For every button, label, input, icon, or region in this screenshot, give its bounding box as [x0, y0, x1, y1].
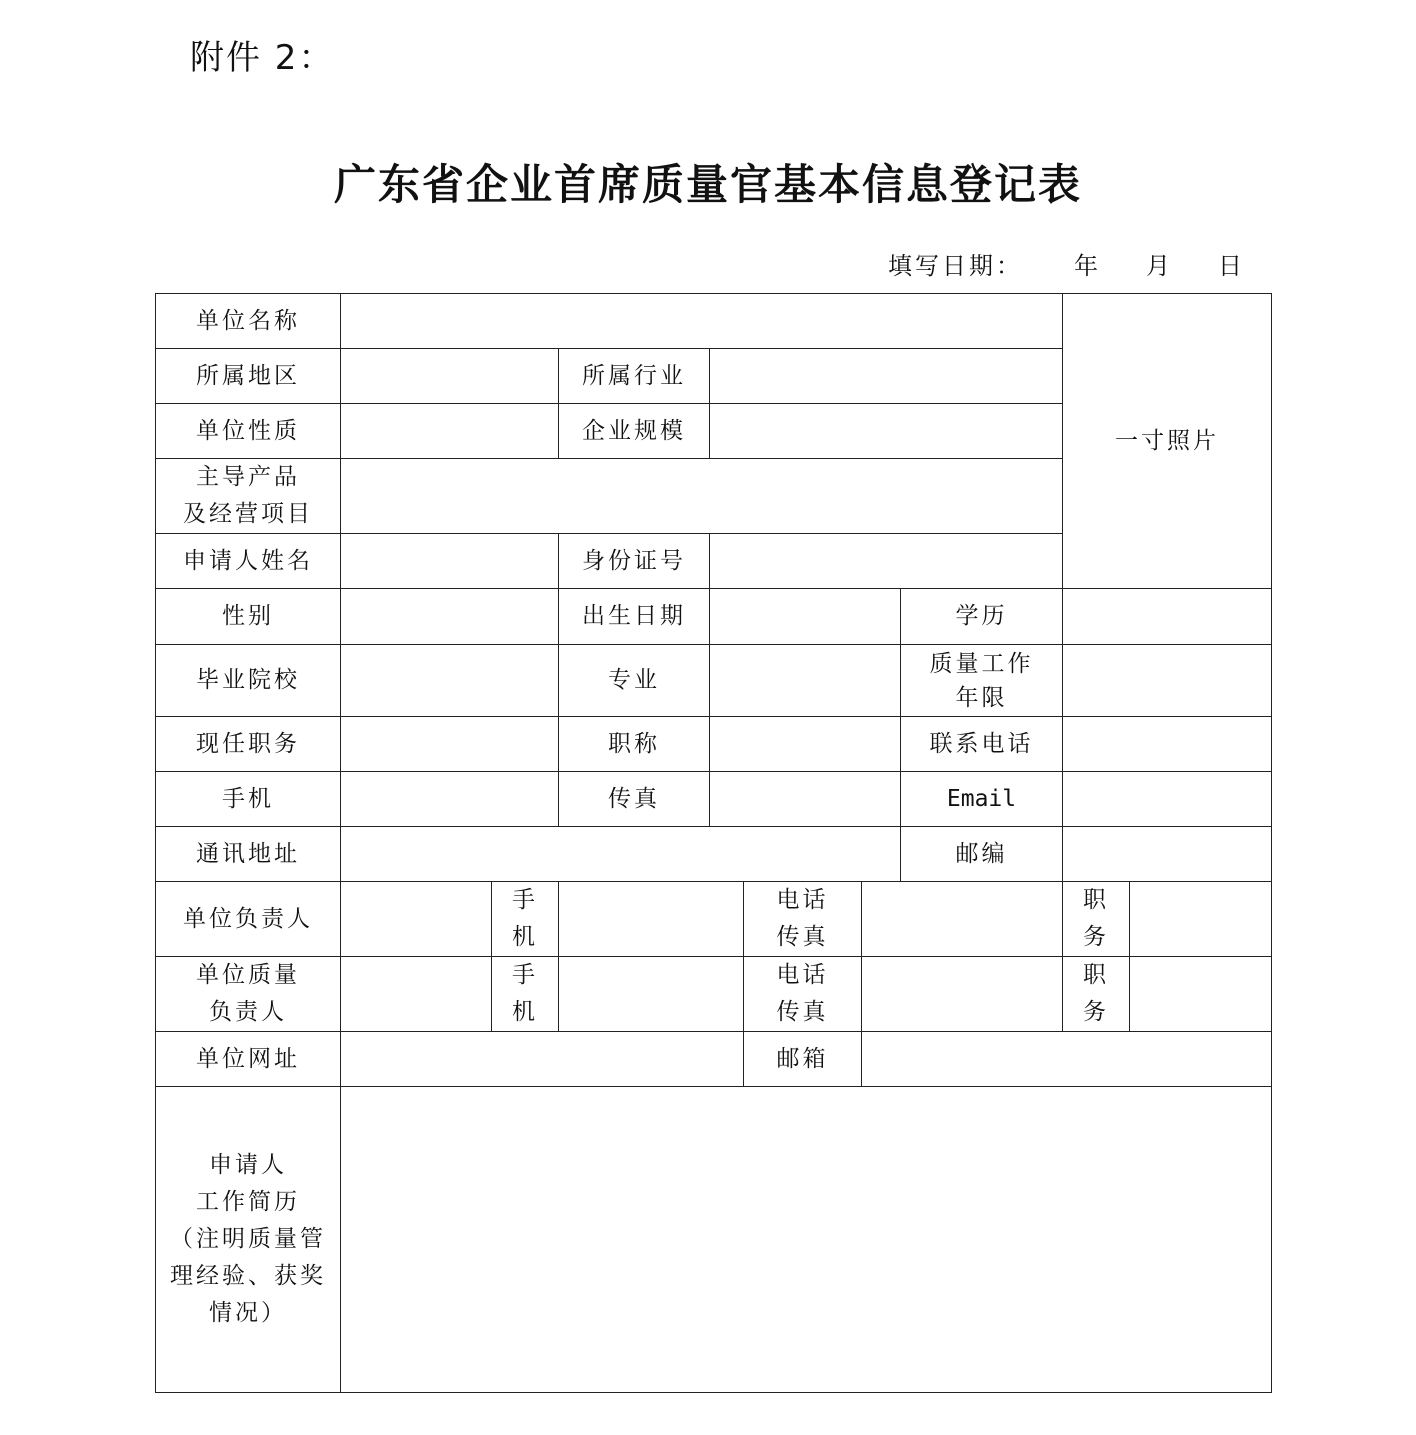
- attachment-label: 附件 2：: [190, 38, 335, 78]
- enterprise-scale-field[interactable]: [710, 404, 1063, 459]
- quality-leader-phone-label: 电话: [776, 962, 829, 988]
- mobile-field[interactable]: [341, 772, 559, 827]
- fill-date-month: 月: [1146, 252, 1173, 280]
- fill-date-line: [888, 246, 1248, 282]
- education-field[interactable]: [1063, 589, 1272, 645]
- mailbox-field[interactable]: [862, 1032, 1272, 1087]
- resume-line-5: 情况）: [209, 1300, 287, 1326]
- quality-leader-post-char-1: 职: [1083, 962, 1110, 988]
- unit-leader-phone-label: 电话: [776, 887, 829, 913]
- gender-field[interactable]: [341, 589, 559, 645]
- unit-leader-post-char-2: 务: [1083, 924, 1110, 950]
- unit-nature-label: 单位性质: [156, 404, 341, 459]
- current-position-label: 现任职务: [156, 717, 341, 772]
- quality-years-field[interactable]: [1063, 645, 1272, 717]
- quality-leader-mobile-char-1: 手: [512, 962, 538, 988]
- unit-leader-mobile-char-2: 机: [512, 924, 538, 950]
- graduate-school-label: 毕业院校: [156, 645, 341, 717]
- unit-leader-label: 单位负责人: [156, 882, 341, 957]
- quality-years-line-2: 年限: [955, 684, 1008, 711]
- unit-leader-post-char-1: 职: [1083, 887, 1110, 913]
- unit-leader-name-field[interactable]: [341, 882, 492, 957]
- quality-leader-mobile-field[interactable]: [559, 957, 744, 1032]
- unit-leader-post-label: [1063, 882, 1130, 957]
- job-title-label: 职称: [559, 717, 710, 772]
- fax-label: 传真: [559, 772, 710, 827]
- education-label: 学历: [901, 589, 1063, 645]
- mailbox-label: 邮箱: [744, 1032, 862, 1087]
- quality-leader-line-2: 负责人: [209, 999, 287, 1025]
- mobile-label: 手机: [156, 772, 341, 827]
- graduate-school-field[interactable]: [341, 645, 559, 717]
- fill-date-year: 年: [1074, 252, 1101, 280]
- resume-line-3: （注明质量管: [170, 1226, 326, 1252]
- quality-leader-mobile-char-2: 机: [512, 999, 538, 1025]
- gender-label: 性别: [156, 589, 341, 645]
- quality-leader-mobile-label: [492, 957, 559, 1032]
- postcode-field[interactable]: [1063, 827, 1272, 882]
- enterprise-scale-label: 企业规模: [559, 404, 710, 459]
- quality-leader-phone-fax-field[interactable]: [862, 957, 1063, 1032]
- main-products-line-2: 及经营项目: [183, 501, 313, 527]
- applicant-name-label: 申请人姓名: [156, 534, 341, 589]
- unit-leader-mobile-label: [492, 882, 559, 957]
- birth-date-label: 出生日期: [559, 589, 710, 645]
- page-title: 广东省企业首席质量官基本信息登记表: [333, 160, 1082, 209]
- resume-label: [156, 1087, 341, 1393]
- photo-label: 一寸照片: [1115, 427, 1220, 454]
- fill-date-label: 填写日期：: [888, 252, 1023, 280]
- resume-line-1: 申请人: [209, 1152, 287, 1178]
- unit-name-label: 单位名称: [156, 294, 341, 349]
- job-title-field[interactable]: [710, 717, 901, 772]
- mailing-address-label: 通讯地址: [156, 827, 341, 882]
- current-position-field[interactable]: [341, 717, 559, 772]
- birth-date-field[interactable]: [710, 589, 901, 645]
- region-field[interactable]: [341, 349, 559, 404]
- mailing-address-field[interactable]: [341, 827, 901, 882]
- industry-field[interactable]: [710, 349, 1063, 404]
- major-label: 专业: [559, 645, 710, 717]
- resume-line-4: 理经验、获奖: [170, 1263, 326, 1289]
- email-label: Email: [901, 772, 1063, 827]
- unit-nature-field[interactable]: [341, 404, 559, 459]
- quality-years-label: [901, 645, 1063, 717]
- unit-leader-mobile-field[interactable]: [559, 882, 744, 957]
- website-label: 单位网址: [156, 1032, 341, 1087]
- major-field[interactable]: [710, 645, 901, 717]
- unit-leader-post-field[interactable]: [1130, 882, 1272, 957]
- resume-field[interactable]: [341, 1087, 1272, 1393]
- unit-leader-mobile-char-1: 手: [512, 887, 538, 913]
- main-products-label: [156, 459, 341, 534]
- unit-leader-phone-fax-label: [744, 882, 862, 957]
- unit-leader-phone-fax-field[interactable]: [862, 882, 1063, 957]
- applicant-name-field[interactable]: [341, 534, 559, 589]
- quality-leader-post-char-2: 务: [1083, 999, 1110, 1025]
- main-products-field[interactable]: [341, 459, 1063, 534]
- industry-label: 所属行业: [559, 349, 710, 404]
- registration-form-table: [155, 293, 1272, 1393]
- postcode-label: 邮编: [901, 827, 1063, 882]
- contact-phone-field[interactable]: [1063, 717, 1272, 772]
- quality-leader-name-field[interactable]: [341, 957, 492, 1032]
- quality-leader-post-label: [1063, 957, 1130, 1032]
- contact-phone-label: 联系电话: [901, 717, 1063, 772]
- quality-leader-line-1: 单位质量: [196, 962, 300, 988]
- fill-date-day: 日: [1218, 252, 1245, 280]
- unit-name-field[interactable]: [341, 294, 1063, 349]
- quality-leader-phone-fax-label: [744, 957, 862, 1032]
- id-number-label: 身份证号: [559, 534, 710, 589]
- website-field[interactable]: [341, 1032, 744, 1087]
- id-number-field[interactable]: [710, 534, 1063, 589]
- quality-years-line-1: 质量工作: [929, 650, 1034, 677]
- photo-placeholder[interactable]: [1063, 294, 1272, 589]
- email-field[interactable]: [1063, 772, 1272, 827]
- resume-line-2: 工作简历: [196, 1189, 300, 1215]
- region-label: 所属地区: [156, 349, 341, 404]
- main-products-line-1: 主导产品: [196, 464, 300, 490]
- quality-leader-fax-label: 传真: [776, 999, 829, 1025]
- quality-leader-label: [156, 957, 341, 1032]
- fax-field[interactable]: [710, 772, 901, 827]
- quality-leader-post-field[interactable]: [1130, 957, 1272, 1032]
- unit-leader-fax-label: 传真: [776, 924, 829, 950]
